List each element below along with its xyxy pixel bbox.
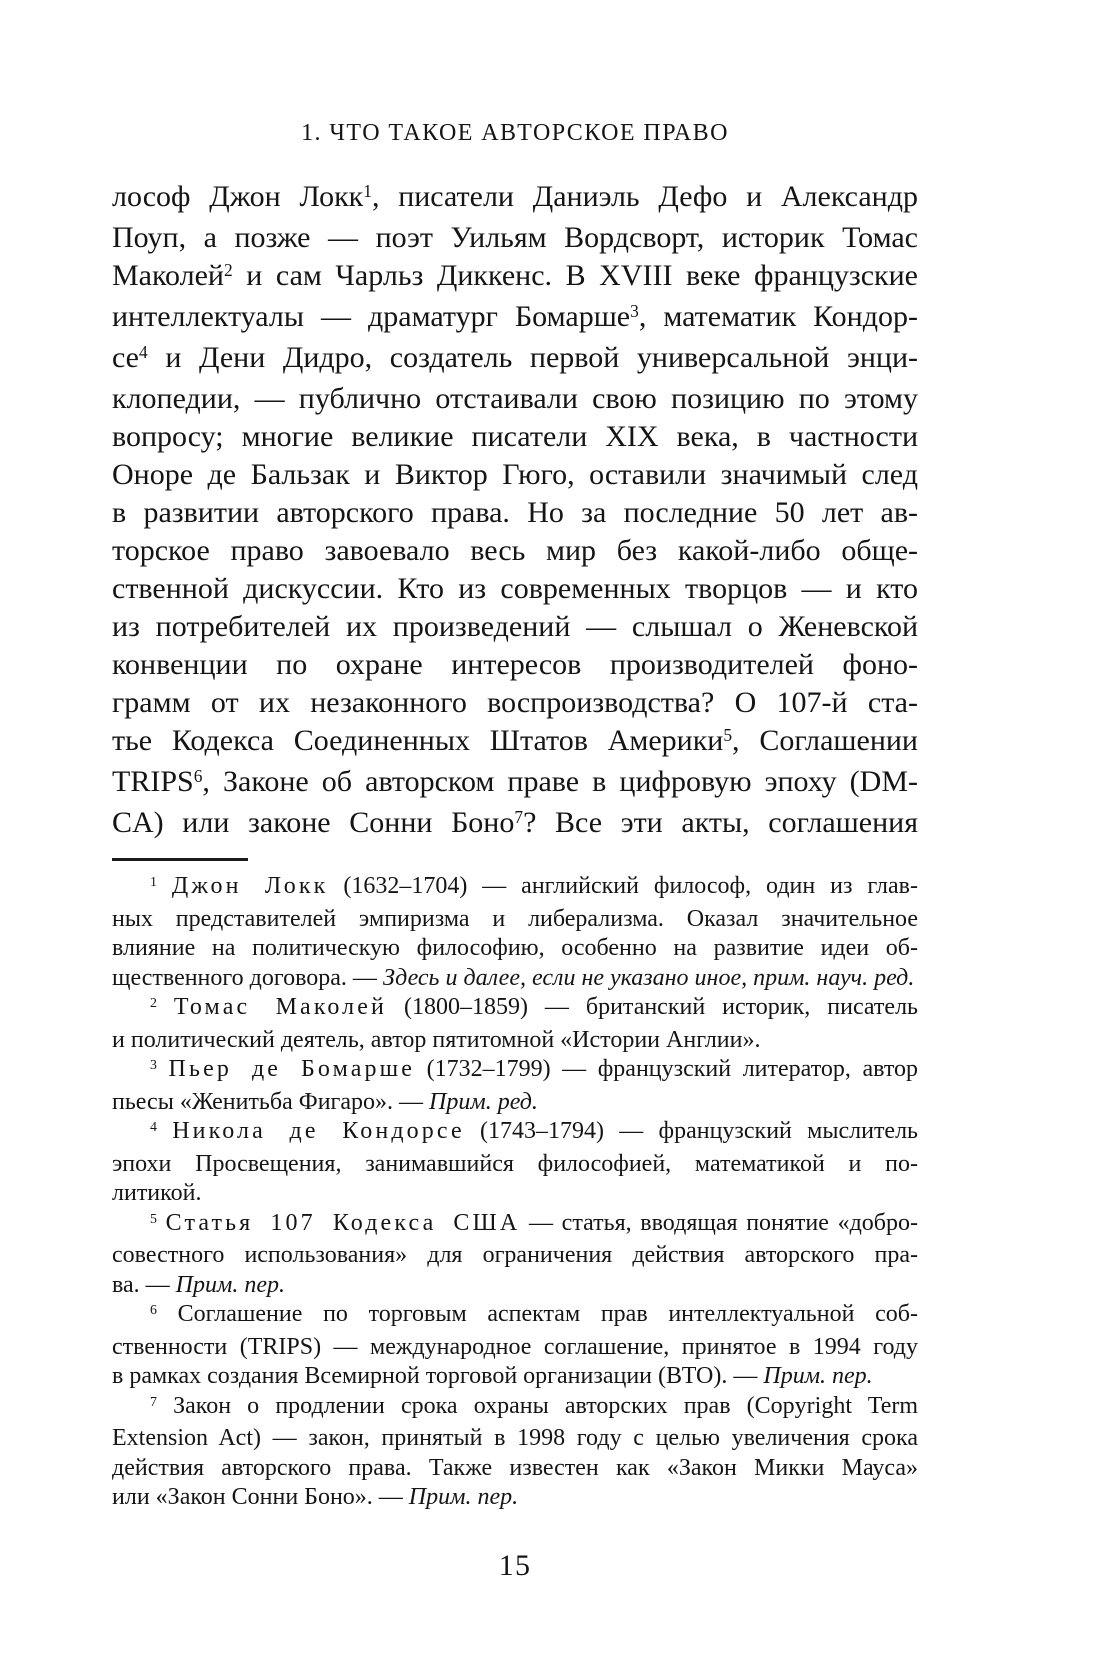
text-segment: Джон Локк (171, 873, 329, 899)
text-line (112, 608, 918, 646)
text-segment: щественного договора. — (112, 964, 383, 991)
text-segment: из потребителей их произведений — слышал о Женевской (112, 610, 918, 643)
footnote-marker: 5 (723, 725, 733, 746)
text-line (112, 456, 918, 494)
footnote-marker: 4 (150, 1120, 157, 1136)
footnote-2 (112, 993, 918, 1055)
text-line (112, 339, 918, 380)
text-segment: Прим. пер. (175, 1271, 285, 1298)
text-segment: и политический деятель, автор пятитомной «Истории Англии». (112, 1026, 761, 1053)
text-line (112, 993, 918, 1026)
footnote-3 (112, 1055, 918, 1117)
footnote-marker: 1 (150, 875, 157, 891)
text-segment: ственности (TRIPS) — международное соглашение, принятое в 1994 году (112, 1333, 918, 1360)
text-segment: Маколей (112, 259, 224, 292)
text-line (112, 1150, 918, 1180)
text-segment: Соглашение по торговым аспектам прав интеллектуальной соб- (156, 1301, 918, 1327)
text-line (112, 964, 918, 994)
text-line (112, 1271, 918, 1301)
text-line (112, 1179, 918, 1209)
chapter-running-header: 1. ЧТО ТАКОЕ АВТОРСКОЕ ПРАВО (301, 120, 729, 146)
text-line (112, 1362, 918, 1392)
text-segment: , математик Кондор- (638, 300, 918, 333)
text-line (112, 872, 918, 905)
text-line (112, 646, 918, 684)
text-line (112, 1088, 918, 1118)
footnotes-section (112, 872, 918, 1513)
text-line (112, 570, 918, 608)
text-segment: торское право завоевало весь мир без какой-либо обще- (112, 534, 918, 567)
text-line (112, 722, 918, 763)
text-segment: грамм от их незаконного воспроизводства? О 107-й ста- (112, 686, 918, 719)
text-segment: тье Кодекса Соединенных Штатов Америки (112, 724, 724, 757)
text-block (112, 0, 918, 1583)
footnote-marker: 3 (630, 301, 639, 322)
text-segment: в развитии авторского права. Но за последние 50 лет ав- (112, 496, 918, 529)
text-line (112, 934, 918, 964)
text-segment: Оноре де Бальзак и Виктор Гюго, оставили значимый след (112, 458, 918, 491)
text-line (112, 1300, 918, 1333)
text-segment: , Законе об авторском праве в цифровую эпоху (DM- (202, 765, 918, 798)
footnote-5 (112, 1209, 918, 1301)
text-segment: или «Закон Сонни Боно». — (112, 1484, 409, 1510)
text-line (112, 418, 918, 456)
footnote-4 (112, 1117, 918, 1209)
footnote-marker: 2 (150, 996, 157, 1012)
text-segment: (1743–1794) — французский мыслитель (464, 1118, 918, 1144)
text-segment: , писатели Даниэль Дефо и Александр (371, 180, 918, 213)
text-line (112, 298, 918, 339)
text-segment: Прим. ред. (429, 1088, 538, 1115)
text-segment: , Соглашении (732, 724, 918, 757)
text-segment: Статья 107 Кодекса США (165, 1209, 521, 1236)
footnote-marker: 4 (139, 342, 148, 363)
text-line (112, 1454, 918, 1484)
text-line (112, 763, 918, 804)
text-segment: интеллектуалы — драматург Бомарше (112, 300, 631, 333)
text-segment: ственной дискуссии. Кто из современных творцов — и кто (112, 572, 918, 605)
text-segment (157, 1210, 166, 1236)
text-segment: се (112, 341, 139, 374)
text-segment: Томас Маколей (173, 994, 388, 1020)
text-segment: пьесы «Женитьба Фигаро». — (112, 1088, 430, 1115)
body-text (112, 178, 918, 845)
text-segment: Пьер де Бомарше (168, 1056, 416, 1082)
text-line (112, 684, 918, 722)
text-segment: Здесь и далее, если не указано иное, прим. науч. ред. (382, 964, 915, 991)
text-line (112, 380, 918, 418)
text-segment: совестного использования» для ограничения действия авторского пра- (112, 1242, 918, 1268)
footnote-marker: 7 (514, 807, 524, 828)
text-line (112, 1055, 918, 1088)
footnote-marker: 6 (150, 1303, 157, 1319)
text-segment: эпохи Просвещения, занимавшийся философией, математикой и по- (112, 1150, 918, 1177)
text-line (112, 1333, 918, 1363)
text-line (112, 1392, 918, 1425)
text-segment (157, 1056, 169, 1082)
text-segment: Никола де Кондорсе (172, 1118, 465, 1144)
text-segment (157, 873, 172, 899)
text-line (112, 1483, 918, 1513)
footnote-6 (112, 1300, 918, 1392)
text-segment: действия авторского права. Также известен как «Закон Микки Мауса» (112, 1454, 918, 1481)
text-segment: конвенции по охране интересов производителей фоно- (112, 648, 918, 681)
text-line (112, 1241, 918, 1271)
text-segment: и сам Чарльз Диккенс. В XVIII веке французские (232, 259, 918, 292)
text-segment: влияние на политическую философию, особенно на развитие идеи об- (112, 935, 918, 961)
text-segment: TRIPS (112, 765, 194, 798)
text-segment: Extension Act) — закон, принятый в 1998 году с целью увеличения срока (112, 1425, 918, 1451)
footnote-marker: 5 (150, 1211, 157, 1227)
footnote-marker: 6 (193, 766, 203, 787)
text-segment: Закон о продлении срока охраны авторских прав (Copyright Term (156, 1392, 918, 1419)
footnote-1 (112, 872, 918, 993)
text-segment: Поуп, а позже — поэт Уильям Вордсворт, историк Томас (112, 221, 918, 254)
text-segment: вопросу; многие великие писатели XIX века, в частности (112, 420, 918, 453)
text-segment: клопедии, — публично отстаивали свою позицию по этому (112, 382, 918, 415)
text-line (112, 804, 918, 845)
footnote-7 (112, 1392, 918, 1513)
text-segment: Прим. пер. (763, 1363, 873, 1389)
text-segment: лософ Джон Локк (112, 180, 364, 213)
text-segment: CA) или законе Сонни Боно (112, 806, 515, 839)
text-line (112, 494, 918, 532)
text-segment (157, 1118, 172, 1144)
text-segment: ва. — (112, 1271, 176, 1298)
text-line (112, 1117, 918, 1150)
text-line (112, 1026, 918, 1056)
text-line (112, 532, 918, 570)
text-line (112, 1424, 918, 1454)
text-line (112, 178, 918, 219)
text-segment: — статья, вводящая понятие «добро- (520, 1209, 919, 1236)
footnote-marker: 3 (150, 1058, 157, 1074)
footnote-separator-rule (112, 858, 248, 861)
text-line (112, 257, 918, 298)
footnote-marker: 7 (150, 1394, 157, 1410)
text-segment: ных представителей эмпиризма и либерализма. Оказал значительное (112, 905, 918, 932)
text-segment: литикой. (112, 1180, 202, 1206)
text-segment: (1800–1859) — британский историк, писатель (387, 994, 918, 1020)
footnote-marker: 1 (363, 181, 372, 202)
text-line (112, 905, 918, 935)
text-line (112, 1209, 918, 1242)
text-segment (157, 994, 174, 1020)
text-segment: в рамках создания Всемирной торговой организации (ВТО). — (112, 1363, 764, 1389)
text-segment: и Дени Дидро, создатель первой универсальной энци- (147, 341, 918, 374)
text-segment: (1732–1799) — французский литератор, автор (415, 1056, 919, 1082)
text-segment: Прим. пер. (408, 1484, 519, 1510)
text-segment: ? Все эти акты, соглашения (523, 806, 918, 839)
page-number: 15 (498, 1548, 532, 1582)
footnote-marker: 2 (224, 260, 233, 281)
text-segment: (1632–1704) — английский философ, один из глав- (328, 873, 918, 899)
text-line (112, 219, 918, 257)
